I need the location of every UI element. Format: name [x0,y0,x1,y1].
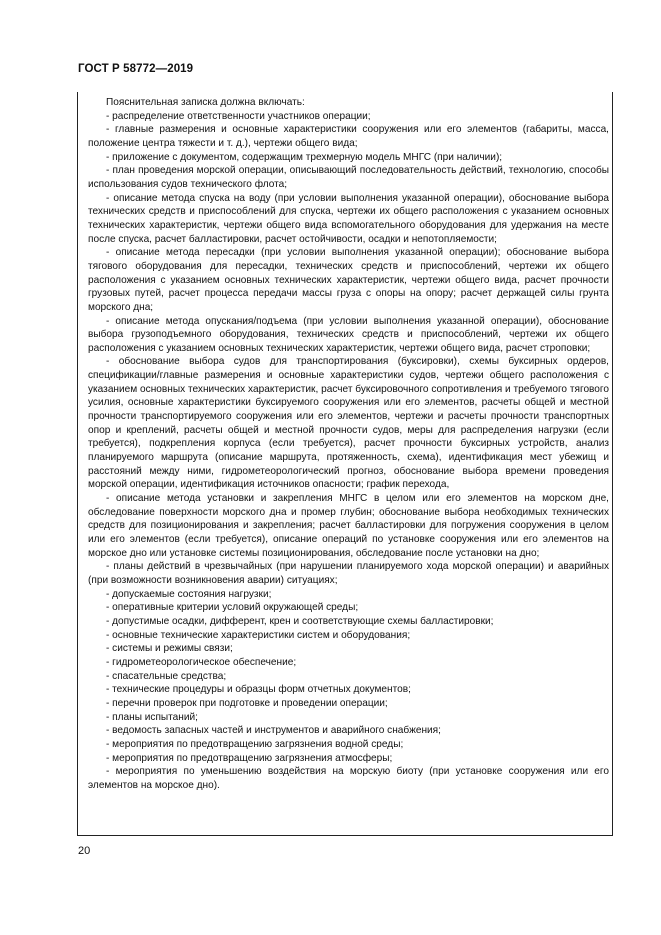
list-item: - описание метода спуска на воду (при условии выполнения указанной операции), обоснование выбора технических средств и приспособлений для спуска, чертежи их общего расположения с указанием основных технических характеристик, чертежи общего вида вспомогательного оборудования для удержания на месте после спуска, расчет балластировки, расчет остойчивости, осадки и непотопляемости; [88,192,609,245]
list-item: - мероприятия по уменьшению воздействия на морскую биоту (при установке сооружения или его элементов на морское дно). [88,766,609,791]
list-item: - перечни проверок при подготовке и проведении операции; [106,697,388,709]
list-item: - планы испытаний; [106,711,198,723]
list-item: - описание метода пересадки (при условии выполнения указанной операции); обоснование выбора тягового оборудования для пересадки, технических средств и приспособлений, чертежи их общего расположения с указанием основных технических характеристик, чертежи общего вида, расчет прочности грузовых путей, расчет процесса передачи массы груза с опоры на опору; расчет держащей силы грунта морского дна; [88,247,609,313]
list-item: - допустимые осадки, дифферент, крен и соответствующие схемы балластировки; [106,615,494,627]
list-item: - системы и режимы связи; [106,643,233,655]
list-item: - спасательные средства; [106,670,227,682]
page-number: 20 [78,845,91,857]
list-item: - описание метода опускания/подъема (при условии выполнения указанной операции), обоснование выбора грузоподъемного оборудования, технических средств и приспособлений, чертежи их общего расположения с указанием основных технических характеристик, чертежи общего вида, расчет строповки; [88,315,609,354]
list-item: - гидрометеорологическое обеспечение; [106,656,297,668]
list-item: - ведомость запасных частей и инструментов и аварийного снабжения; [106,725,441,737]
list-item: - технические процедуры и образцы форм отчетных документов; [106,684,411,696]
list-item: - мероприятия по предотвращению загрязнения водной среды; [106,738,404,750]
document-body [88,96,609,792]
list-item: - обоснование выбора судов для транспортирования (буксировки), схемы буксирных ордеров, спецификации/главные размерения и основные характеристики судов, чертежи общего расположения с указанием основных технических характеристик, расчет буксировочного сопротивления и требуемого тягового усилия, основные характеристики буксируемого сооружения или его элементов, расчеты общей и местной прочности транспортируемого сооружения или его элементов, чертежи и расчеты прочности транспортных опор и креплений, расчеты общей и местной прочности судов, меры для распределения нагрузки (если требуется), подкрепления корпуса (если требуется), расчет прочности буксирных устройств, анализ планируемого маршрута (описание маршрута, протяженность, схема), идентификация мест убежищ и расстояний между ними, гидрометеорологический прогноз, обоснование выбора времени проведения морской операции, идентификация источников опасности; график перехода, [88,356,609,491]
document-header: ГОСТ Р 58772—2019 [78,63,194,75]
list-item: - план проведения морской операции, описывающий последовательность действий, технологию, способы использования судов технического флота; [88,165,609,190]
list-item: - оперативные критерии условий окружающей среды; [106,602,359,614]
list-item: - планы действий в чрезвычайных (при нарушении планируемого хода морской операции) и аварийных (при возможности возникновения аварии) ситуациях; [88,561,609,586]
intro-paragraph: Пояснительная записка должна включать: [106,97,305,108]
list-item: - распределение ответственности участников операции; [106,110,371,122]
list-item: - главные размерения и основные характеристики сооружения или его элементов (габариты, масса, положение центра тяжести и т. д.), чертежи общего вида; [88,124,609,149]
list-item: - мероприятия по предотвращению загрязнения атмосферы; [106,752,393,764]
list-item: - приложение с документом, содержащим трехмерную модель МНГС (при наличии); [106,151,503,163]
list-item: - описание метода установки и закрепления МНГС в целом или его элементов на морском дне, обследование поверхности морского дна и промер глубин; обоснование выбора необходимых технических средств для позиционирования и закрепления; расчет балластировки для погружения сооружения в целом или его элементов (если требуется), описание операций по установке сооружения или его элементов на морское дно или установке системы позиционирования, обследование после установки на дно; [88,493,609,559]
list-item: - допускаемые состояния нагрузки; [106,588,272,600]
list-item: - основные технические характеристики систем и оборудования; [106,629,411,641]
